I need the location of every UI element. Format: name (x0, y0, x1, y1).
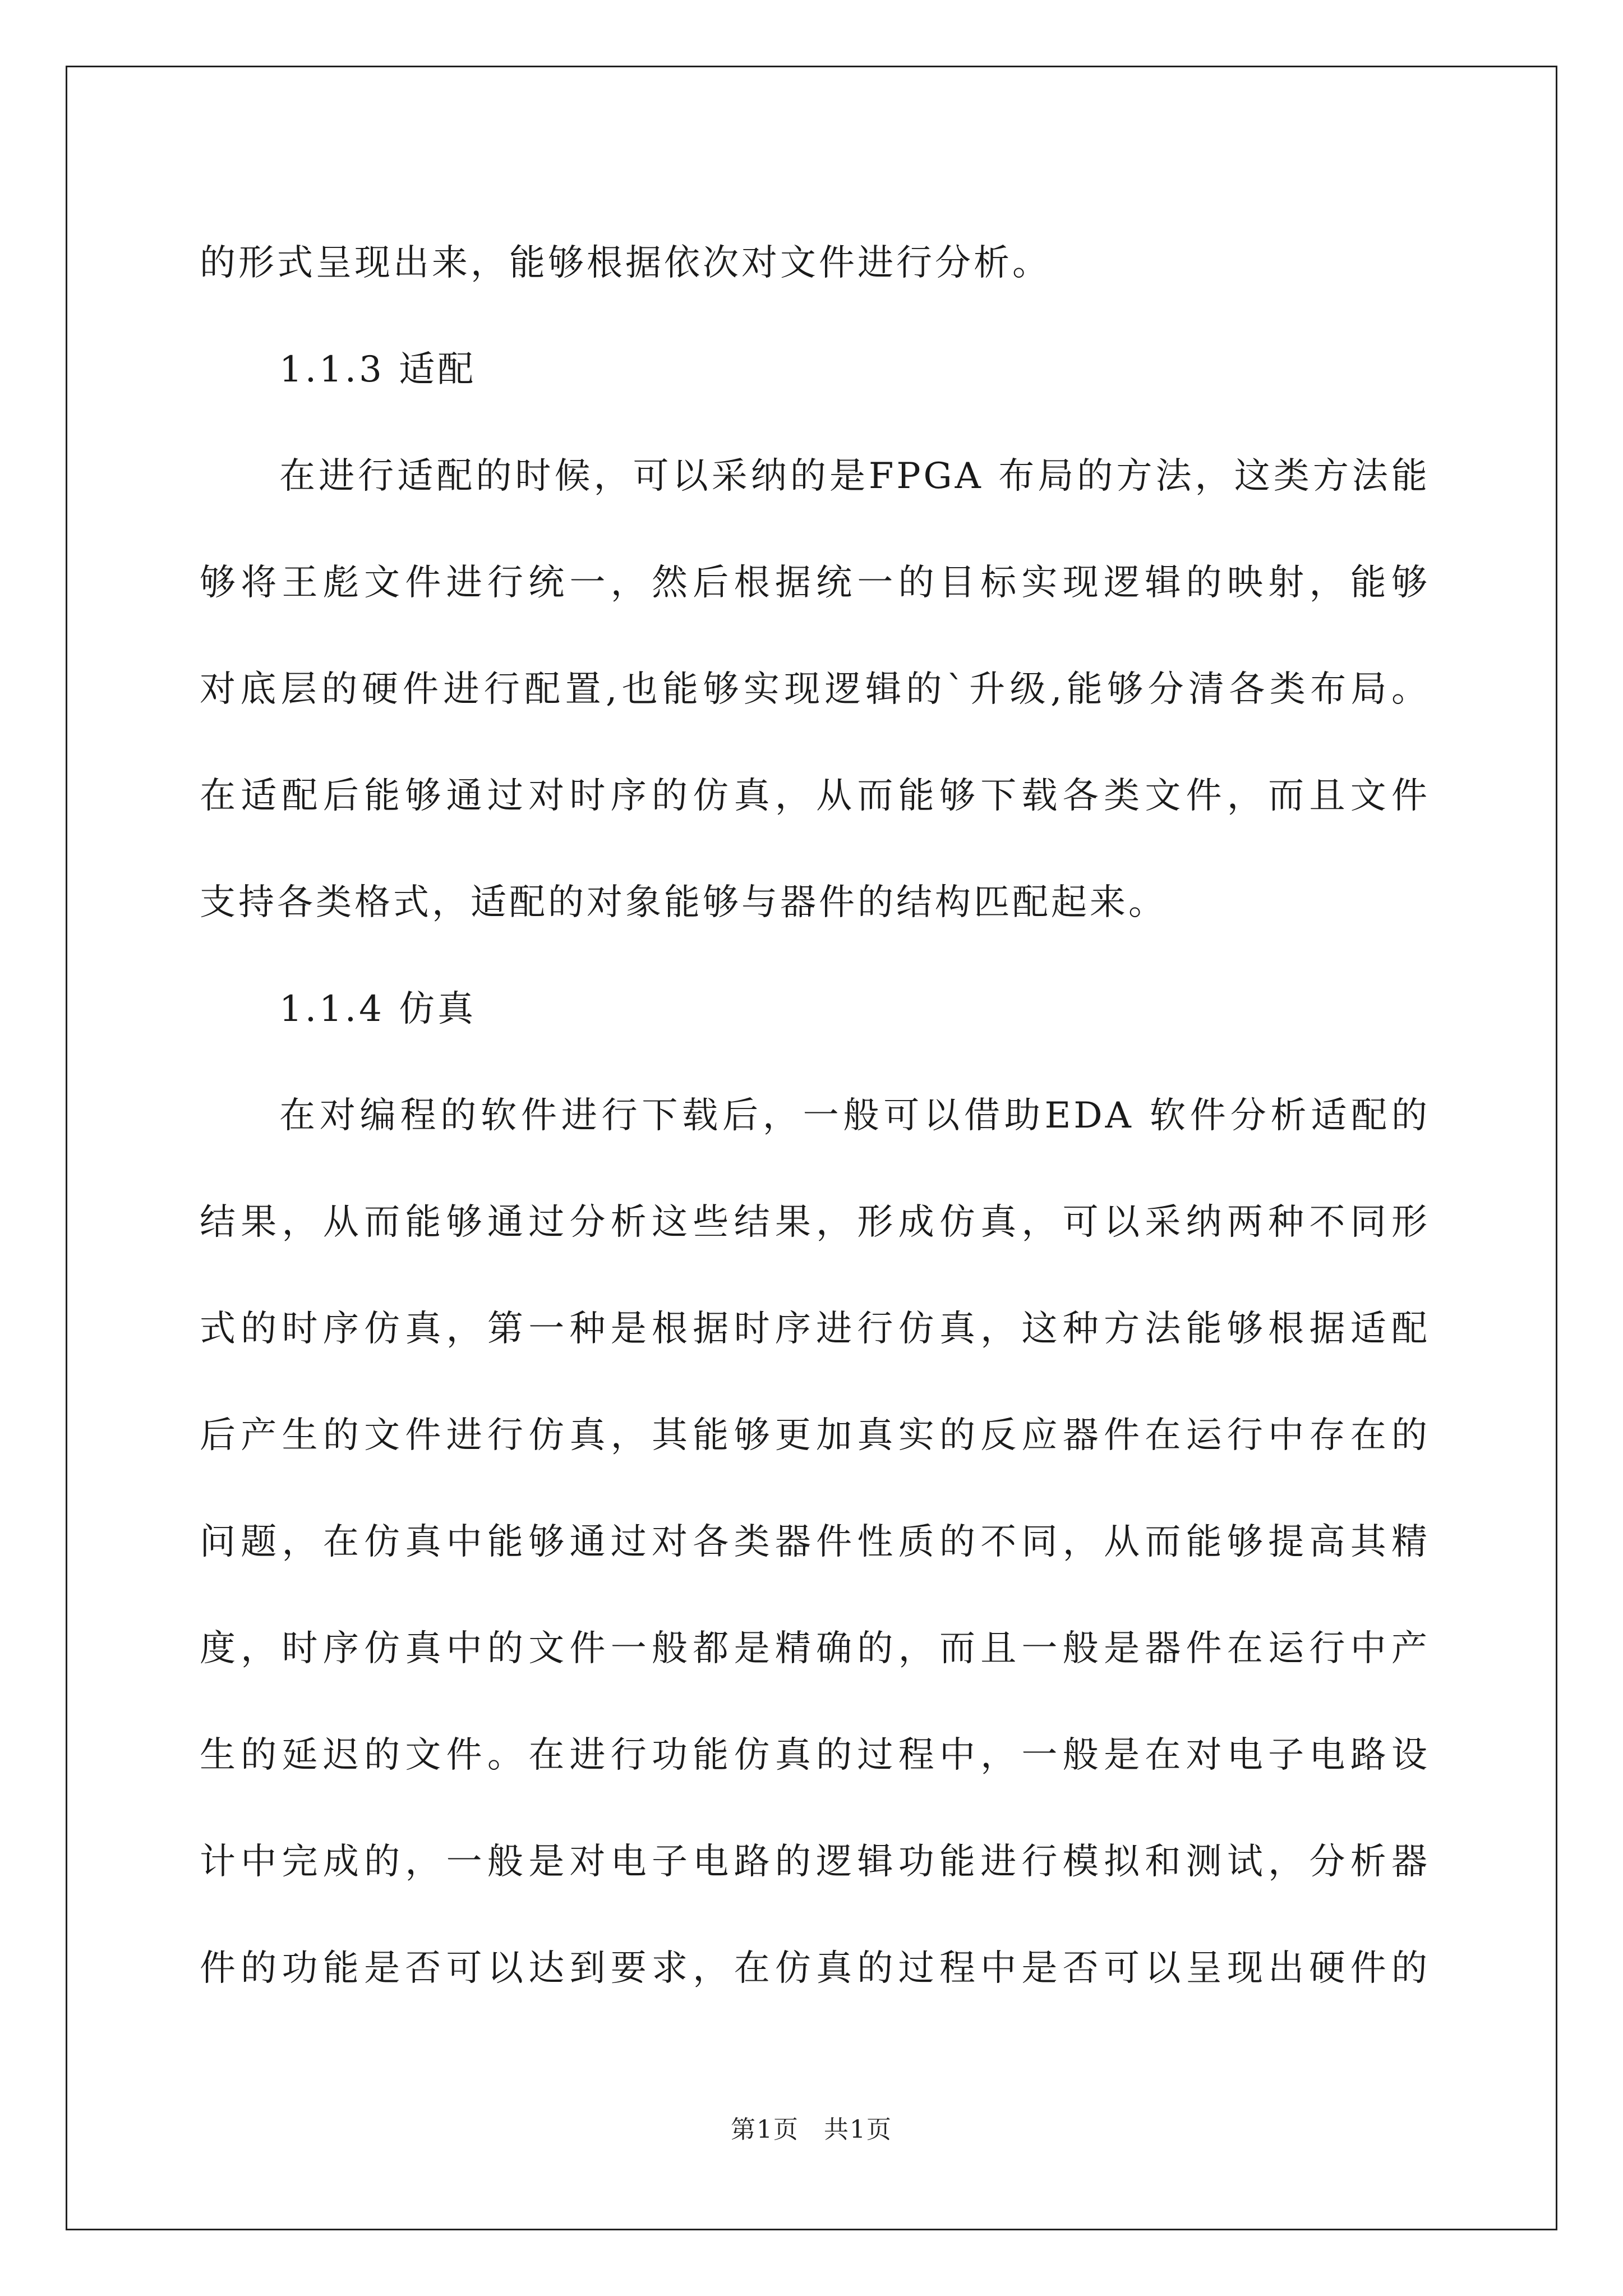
paragraph-line: 度，时序仿真中的文件一般都是精确的，而且一般是器件在运行中产 (200, 1628, 1430, 1669)
section-heading-1-1-3: 1.1.3 适配 (279, 349, 477, 390)
page-number: 第1页 (731, 2115, 799, 2144)
page-total: 共1页 (824, 2115, 892, 2144)
paragraph-line: 对底层的硬件进行配置,也能够实现逻辑的`升级,能够分清各类布局。 (200, 669, 1430, 710)
paragraph-line: 结果，从而能够通过分析这些结果，形成仿真，可以采纳两种不同形 (200, 1202, 1430, 1243)
paragraph-line: 式的时序仿真，第一种是根据时序进行仿真，这种方法能够根据适配 (200, 1308, 1430, 1350)
document-body (200, 210, 1430, 2022)
section-heading-1-1-4: 1.1.4 仿真 (279, 988, 477, 1030)
paragraph-line: 问题，在仿真中能够通过对各类器件性质的不同，从而能够提高其精 (200, 1521, 1430, 1563)
paragraph-line: 在进行适配的时候，可以采纳的是FPGA 布局的方法，这类方法能 (279, 455, 1430, 497)
paragraph-line: 在适配后能够通过对时序的仿真，从而能够下载各类文件，而且文件 (200, 775, 1430, 817)
paragraph-line: 支持各类格式，适配的对象能够与器件的结构匹配起来。 (200, 882, 1167, 923)
page-footer (0, 2109, 1623, 2145)
paragraph-line: 后产生的文件进行仿真，其能够更加真实的反应器件在运行中存在的 (200, 1415, 1430, 1456)
paragraph-line: 生的延迟的文件。在进行功能仿真的过程中，一般是在对电子电路设 (200, 1734, 1430, 1776)
paragraph-line: 在对编程的软件进行下载后，一般可以借助EDA 软件分析适配的 (279, 1095, 1430, 1137)
paragraph-line: 够将王彪文件进行统一，然后根据统一的目标实现逻辑的映射，能够 (200, 562, 1430, 604)
paragraph-line: 的形式呈现出来，能够根据依次对文件进行分析。 (200, 242, 1051, 284)
paragraph-line: 件的功能是否可以达到要求，在仿真的过程中是否可以呈现出硬件的 (200, 1948, 1430, 1989)
paragraph-line: 计中完成的，一般是对电子电路的逻辑功能进行模拟和测试，分析器 (200, 1841, 1430, 1883)
